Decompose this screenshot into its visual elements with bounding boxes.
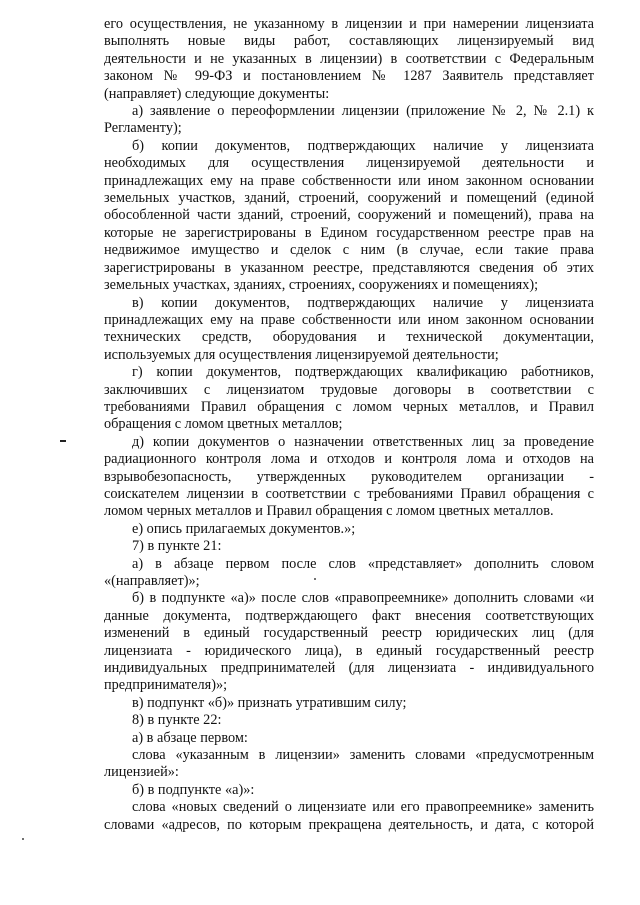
document-line: индивидуальных предпринимателей (для лицензиата - индивидуального bbox=[104, 660, 594, 677]
scan-speck bbox=[314, 578, 316, 580]
document-line: е) опись прилагаемых документов.»; bbox=[132, 520, 356, 537]
document-line: в) копии документов, подтверждающих наличие у лицензиата bbox=[132, 294, 594, 311]
document-line: взрывобезопасность, утвержденных руководителем организации - bbox=[104, 468, 594, 485]
document-line: слова «новых сведений о лицензиате или его правопреемнике» заменить bbox=[132, 799, 594, 816]
document-line: деятельности и не указанных в лицензии) в соответствии с Федеральным bbox=[104, 50, 594, 67]
document-line: используемых для осуществления лицензируемой деятельности; bbox=[104, 346, 499, 363]
document-line: Регламенту); bbox=[104, 120, 182, 137]
document-line: обособленной части зданий, строений, сооружений и помещений), права на bbox=[104, 207, 594, 224]
document-line: (направляет) следующие документы: bbox=[104, 85, 330, 102]
document-line: изменений в единый государственный реестр юридических лиц (для bbox=[104, 625, 594, 642]
document-line: принадлежащих ему на праве собственности или ином законном основании bbox=[104, 311, 594, 328]
document-line: земельных участков, зданий, строений, сооружений и помещений (единой bbox=[104, 190, 594, 207]
document-line: г) копии документов, подтверждающих квалификацию работников, bbox=[132, 364, 594, 381]
document-line: выполнять новые виды работ, составляющих лицензируемый вид bbox=[104, 33, 594, 50]
document-line: требованиями Правил обращения с ломом черных металлов, и Правил bbox=[104, 398, 594, 415]
document-line: предпринимателя)»; bbox=[104, 677, 228, 694]
document-line: д) копии документов о назначении ответственных лиц за проведение bbox=[132, 433, 594, 450]
document-line: «(направляет)»; bbox=[104, 573, 200, 589]
document-line: б) в подпункте «а)» после слов «правопреемнике» дополнить словами «и bbox=[132, 590, 594, 607]
document-line: ломом черных металлов и Правил обращения с ломом цветных металлов. bbox=[104, 503, 554, 520]
document-line: в) подпункт «б)» признать утратившим силу; bbox=[132, 694, 407, 711]
document-line: законом № 99-ФЗ и постановлением № 1287 Заявитель представляет bbox=[104, 68, 594, 85]
document-line: а) в абзаце первом: bbox=[132, 729, 248, 746]
document-line: зарегистрированы в указанном реестре, представляются сведения об этих bbox=[104, 259, 594, 276]
margin-mark bbox=[60, 440, 66, 442]
document-line: словами «адресов, по которым прекращена деятельность, и дата, с которой bbox=[104, 816, 594, 833]
document-line: а) в абзаце первом после слов «представляет» дополнить словом bbox=[132, 555, 594, 572]
document-line: обращения с ломом цветных металлов; bbox=[104, 416, 343, 433]
document-line: его осуществления, не указанному в лицензии и при намерении лицензиата bbox=[104, 16, 594, 32]
document-line: данные документа, подтверждающего факт внесения соответствующих bbox=[104, 607, 594, 624]
document-line: а) заявление о переоформлении лицензии (приложение № 2, № 2.1) к bbox=[132, 103, 594, 120]
document-line: лицензией»: bbox=[104, 764, 179, 781]
document-line: лицензиата - юридического лица), в единый государственный реестр bbox=[104, 642, 594, 659]
document-line: 8) в пункте 22: bbox=[132, 712, 222, 729]
document-line: б) в подпункте «а)»: bbox=[132, 781, 255, 798]
document-line: недвижимое имущество и сделок с ним (в случае, если такие права bbox=[104, 242, 594, 259]
document-line: радиационного контроля лома и отходов и контроля лома и отходов на bbox=[104, 451, 594, 468]
document-line: слова «указанным в лицензии» заменить словами «предусмотренным bbox=[132, 747, 594, 764]
document-line: заключивших с лицензиатом трудовые договоры в соответствии с bbox=[104, 381, 594, 398]
document-line: необходимых для осуществления лицензируемой деятельности и bbox=[104, 155, 594, 172]
document-line: земельных участках, зданиях, строениях, сооружениях и помещениях); bbox=[104, 277, 539, 294]
document-line: технических средств, оборудования и технической документации, bbox=[104, 329, 594, 346]
document-line: б) копии документов, подтверждающих наличие у лицензиата bbox=[132, 137, 594, 154]
document-line: соискателем лицензии в соответствии с требованиями Правил обращения с bbox=[104, 485, 594, 502]
document-line: принадлежащих ему на праве собственности или ином законном основании bbox=[104, 172, 594, 189]
document-body bbox=[104, 16, 594, 834]
scan-speck bbox=[22, 838, 24, 840]
document-line: которые не зарегистрированы в Едином государственном реестре прав на bbox=[104, 224, 594, 241]
document-line: 7) в пункте 21: bbox=[132, 538, 222, 555]
